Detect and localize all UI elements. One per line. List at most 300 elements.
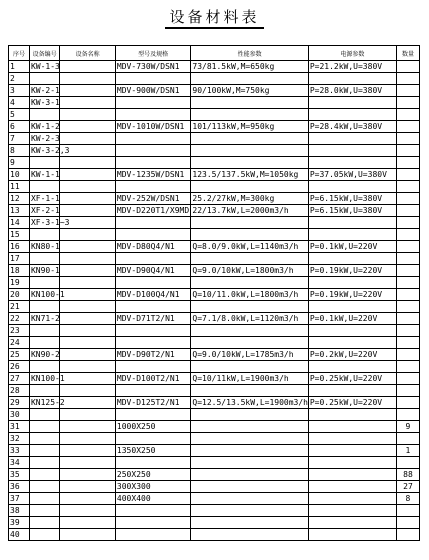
cell-model: MDV-D90Q4/N1 (115, 265, 190, 277)
cell-name (60, 385, 116, 397)
cell-code (29, 517, 59, 529)
cell-performance: Q=7.1/8.0kW,L=1120m3/h (191, 313, 308, 325)
cell-no: 1 (9, 61, 30, 73)
cell-performance (191, 481, 308, 493)
cell-model (115, 253, 190, 265)
cell-power (308, 109, 396, 121)
table-row (9, 241, 420, 253)
cell-code (29, 457, 59, 469)
cell-code (29, 385, 59, 397)
cell-code (29, 469, 59, 481)
cell-model (115, 217, 190, 229)
cell-qty (396, 265, 419, 277)
cell-name (60, 121, 116, 133)
header-power: 电源参数 (308, 46, 396, 61)
table-row (9, 373, 420, 385)
cell-code: XF-3-1~3 (30, 218, 70, 227)
table-row (9, 145, 420, 157)
cell-power: P=0.2kW,U=220V (308, 349, 396, 361)
cell-power: P=0.1kW,U=220V (308, 241, 396, 253)
cell-no: 37 (9, 493, 30, 505)
cell-performance (191, 385, 308, 397)
cell-performance (191, 409, 308, 421)
cell-model: MDV-1010W/DSN1 (115, 121, 190, 133)
cell-performance (191, 277, 308, 289)
cell-no: 38 (9, 505, 30, 517)
cell-qty (396, 277, 419, 289)
cell-qty (396, 157, 419, 169)
cell-power: P=21.2kW,U=380V (308, 61, 396, 73)
cell-qty: 27 (396, 481, 419, 493)
table-row (9, 73, 420, 85)
cell-power (308, 385, 396, 397)
cell-code (29, 181, 59, 193)
header-performance: 性能参数 (191, 46, 308, 61)
cell-model: MDV-D220T1/X9MD (116, 206, 190, 215)
cell-qty (396, 385, 419, 397)
table-row (9, 445, 420, 457)
cell-code: KN100-1 (30, 290, 65, 299)
cell-model: MDV-730W/DSN1 (115, 61, 190, 73)
cell-name (60, 517, 116, 529)
cell-no: 33 (9, 445, 30, 457)
table-row (9, 421, 420, 433)
cell-performance (191, 181, 308, 193)
cell-performance: 25.2/27kW,M=300kg (191, 193, 308, 205)
page-title (0, 6, 429, 27)
cell-model (115, 529, 190, 541)
cell-code (29, 409, 59, 421)
cell-no: 3 (9, 85, 30, 97)
cell-power (308, 529, 396, 541)
cell-name (60, 505, 116, 517)
cell-power (308, 445, 396, 457)
cell-code: KW-3-2,3 (30, 146, 70, 155)
cell-performance: 123.5/137.5kW,M=1050kg (191, 169, 308, 181)
cell-code (29, 481, 59, 493)
cell-no: 40 (9, 529, 30, 541)
cell-name (60, 157, 116, 169)
cell-code: KW-1-3 (30, 62, 60, 71)
cell-power (308, 337, 396, 349)
cell-performance (191, 229, 308, 241)
cell-power (308, 181, 396, 193)
table-row (9, 469, 420, 481)
cell-model: 250X250 (115, 469, 190, 481)
cell-qty: 1 (396, 445, 419, 457)
cell-no: 16 (9, 241, 30, 253)
cell-qty (396, 409, 419, 421)
cell-qty (396, 373, 419, 385)
cell-model (115, 337, 190, 349)
header-model: 型号及规格 (115, 46, 190, 61)
cell-qty (396, 73, 419, 85)
cell-no: 21 (9, 301, 30, 313)
cell-qty (396, 433, 419, 445)
table-row (9, 157, 420, 169)
cell-model (115, 433, 190, 445)
cell-name (60, 97, 116, 109)
cell-name (60, 349, 116, 361)
cell-power (308, 517, 396, 529)
table-row (9, 229, 420, 241)
cell-performance (191, 217, 308, 229)
cell-no: 10 (9, 169, 30, 181)
cell-name (60, 529, 116, 541)
cell-qty (396, 289, 419, 301)
cell-qty (396, 301, 419, 313)
cell-no: 31 (9, 421, 30, 433)
table-row (9, 493, 420, 505)
cell-qty (396, 145, 419, 157)
cell-power (308, 217, 396, 229)
cell-model: MDV-D80Q4/N1 (115, 241, 190, 253)
cell-model (115, 109, 190, 121)
cell-no: 32 (9, 433, 30, 445)
cell-code: KN125-2 (30, 398, 65, 407)
cell-power (308, 481, 396, 493)
cell-code: KN90-2 (30, 350, 60, 359)
cell-qty (396, 505, 419, 517)
cell-power (308, 361, 396, 373)
cell-name (60, 193, 116, 205)
header-code: 设备编号 (29, 46, 59, 61)
cell-qty: 88 (396, 469, 419, 481)
cell-qty (396, 85, 419, 97)
cell-performance: Q=12.5/13.5kW,L=1900m3/h (192, 398, 308, 407)
cell-performance: Q=10/11.0kW,L=1800m3/h (191, 289, 308, 301)
table-row (9, 61, 420, 73)
cell-name (60, 61, 116, 73)
cell-no: 34 (9, 457, 30, 469)
cell-code: XF-2-1 (30, 206, 60, 215)
cell-name (60, 169, 116, 181)
cell-model: MDV-900W/DSN1 (115, 85, 190, 97)
table-header-row (9, 46, 420, 61)
cell-qty (396, 97, 419, 109)
cell-model: 1000X250 (115, 421, 190, 433)
cell-model: MDV-D100T2/N1 (115, 373, 190, 385)
cell-name (60, 493, 116, 505)
header-qty: 数量 (396, 46, 419, 61)
table-row (9, 517, 420, 529)
cell-code (29, 229, 59, 241)
table-row (9, 133, 420, 145)
cell-qty (396, 121, 419, 133)
cell-performance: Q=8.0/9.0kW,L=1140m3/h (191, 241, 308, 253)
cell-no: 13 (9, 205, 30, 217)
cell-name (60, 109, 116, 121)
table-row (9, 325, 420, 337)
cell-power: P=28.4kW,U=380V (308, 121, 396, 133)
cell-no: 27 (9, 373, 30, 385)
cell-model (115, 277, 190, 289)
cell-qty (396, 133, 419, 145)
table-row (9, 409, 420, 421)
table-row (9, 97, 420, 109)
table-row (9, 121, 420, 133)
cell-name (60, 181, 116, 193)
cell-no: 26 (9, 361, 30, 373)
cell-name (60, 301, 116, 313)
cell-performance: Q=10/11kW,L=1900m3/h (191, 373, 308, 385)
table-row (9, 397, 420, 409)
cell-performance (191, 517, 308, 529)
cell-power (308, 301, 396, 313)
cell-power (308, 229, 396, 241)
cell-code (29, 301, 59, 313)
cell-qty (396, 325, 419, 337)
cell-no: 15 (9, 229, 30, 241)
cell-performance (191, 445, 308, 457)
cell-code (29, 505, 59, 517)
cell-name (60, 409, 116, 421)
cell-code (29, 73, 59, 85)
cell-no: 18 (9, 265, 30, 277)
cell-no: 9 (9, 157, 30, 169)
header-name: 设备名称 (60, 46, 116, 61)
cell-model (115, 97, 190, 109)
cell-power: P=6.15kW,U=380V (308, 205, 396, 217)
cell-name (60, 361, 116, 373)
cell-model (115, 409, 190, 421)
table-row (9, 193, 420, 205)
cell-performance (191, 253, 308, 265)
cell-qty (396, 397, 419, 409)
cell-model: 400X400 (115, 493, 190, 505)
cell-power (308, 97, 396, 109)
cell-performance (191, 433, 308, 445)
cell-name (60, 85, 116, 97)
cell-no: 23 (9, 325, 30, 337)
table-row (9, 349, 420, 361)
cell-model: MDV-252W/DSN1 (115, 193, 190, 205)
cell-qty (396, 109, 419, 121)
cell-qty (396, 217, 419, 229)
cell-code (29, 433, 59, 445)
cell-power (308, 73, 396, 85)
cell-performance (191, 361, 308, 373)
cell-name (60, 337, 116, 349)
cell-name (60, 445, 116, 457)
cell-qty (396, 457, 419, 469)
cell-performance: 22/13.7kW,L=2000m3/h (191, 205, 308, 217)
cell-no: 30 (9, 409, 30, 421)
table-row (9, 277, 420, 289)
cell-name (60, 313, 116, 325)
cell-performance (191, 457, 308, 469)
cell-qty (396, 241, 419, 253)
table-row (9, 265, 420, 277)
table-row (9, 481, 420, 493)
cell-no: 35 (9, 469, 30, 481)
cell-model (115, 133, 190, 145)
cell-code: KN90-1 (30, 266, 60, 275)
cell-name (60, 433, 116, 445)
cell-code: KW-2-3 (30, 134, 60, 143)
cell-no: 7 (9, 133, 30, 145)
cell-no: 22 (9, 313, 30, 325)
cell-name (60, 253, 116, 265)
cell-name (60, 277, 116, 289)
cell-qty: 8 (396, 493, 419, 505)
cell-qty (396, 61, 419, 73)
cell-qty (396, 181, 419, 193)
cell-power (308, 253, 396, 265)
cell-no: 2 (9, 73, 30, 85)
table-row (9, 217, 420, 229)
header-no: 序号 (9, 46, 30, 61)
cell-power: P=0.25kW,U=220V (308, 397, 396, 409)
cell-code (29, 337, 59, 349)
cell-performance (191, 529, 308, 541)
cell-power: P=0.1kW,U=220V (308, 313, 396, 325)
cell-model: MDV-1235W/DSN1 (115, 169, 190, 181)
cell-qty (396, 169, 419, 181)
cell-name (60, 289, 116, 301)
cell-code (29, 253, 59, 265)
cell-qty (396, 205, 419, 217)
cell-model (115, 325, 190, 337)
cell-code: KW-3-1 (30, 98, 60, 107)
cell-performance (191, 505, 308, 517)
cell-model: MDV-D100Q4/N1 (115, 289, 190, 301)
cell-code (29, 421, 59, 433)
cell-power (308, 277, 396, 289)
cell-performance (191, 157, 308, 169)
cell-name (60, 481, 116, 493)
cell-code (29, 277, 59, 289)
cell-model (115, 73, 190, 85)
cell-no: 24 (9, 337, 30, 349)
cell-no: 36 (9, 481, 30, 493)
table-row (9, 505, 420, 517)
cell-performance (191, 97, 308, 109)
cell-no: 5 (9, 109, 30, 121)
cell-model (115, 229, 190, 241)
cell-name (60, 73, 116, 85)
cell-power: P=6.15kW,U=380V (308, 193, 396, 205)
cell-code: KN71-2 (30, 314, 60, 323)
table-row (9, 109, 420, 121)
cell-qty (396, 313, 419, 325)
cell-code: KW-1-2 (30, 122, 60, 131)
cell-performance: 101/113kW,M=950kg (191, 121, 308, 133)
table-row (9, 361, 420, 373)
cell-model (115, 517, 190, 529)
cell-name (60, 421, 116, 433)
cell-name (60, 397, 116, 409)
cell-code: XF-1-1 (30, 194, 60, 203)
cell-qty (396, 193, 419, 205)
cell-code (29, 109, 59, 121)
cell-no: 6 (9, 121, 30, 133)
cell-performance (191, 145, 308, 157)
cell-code: KW-1-1 (30, 170, 60, 179)
table-row (9, 85, 420, 97)
cell-no: 20 (9, 289, 30, 301)
cell-no: 8 (9, 145, 30, 157)
table-row (9, 289, 420, 301)
cell-power: P=37.05kW,U=380V (308, 169, 396, 181)
cell-no: 11 (9, 181, 30, 193)
cell-performance: 73/81.5kW,M=650kg (191, 61, 308, 73)
table-row (9, 181, 420, 193)
table-row (9, 457, 420, 469)
table-row (9, 313, 420, 325)
cell-model (115, 145, 190, 157)
cell-no: 25 (9, 349, 30, 361)
cell-power (308, 493, 396, 505)
cell-power: P=0.19kW,U=220V (308, 289, 396, 301)
cell-power: P=0.19kW,U=220V (308, 265, 396, 277)
cell-qty (396, 529, 419, 541)
cell-name (60, 325, 116, 337)
cell-performance (191, 469, 308, 481)
cell-power (308, 325, 396, 337)
cell-model (115, 157, 190, 169)
cell-performance: Q=9.0/10kW,L=1800m3/h (191, 265, 308, 277)
cell-model (115, 385, 190, 397)
cell-power (308, 157, 396, 169)
cell-power (308, 433, 396, 445)
cell-code (29, 157, 59, 169)
cell-model (115, 361, 190, 373)
table-body (9, 61, 420, 541)
cell-code: KN80-1 (30, 242, 60, 251)
cell-performance (191, 73, 308, 85)
table-row (9, 301, 420, 313)
table-row (9, 253, 420, 265)
cell-no: 39 (9, 517, 30, 529)
cell-power (308, 421, 396, 433)
cell-power (308, 133, 396, 145)
cell-performance: 90/100kW,M=750kg (191, 85, 308, 97)
cell-qty (396, 229, 419, 241)
cell-no: 29 (9, 397, 30, 409)
table-row (9, 385, 420, 397)
cell-power (308, 469, 396, 481)
cell-performance (191, 337, 308, 349)
cell-model: 1350X250 (115, 445, 190, 457)
cell-name (60, 265, 116, 277)
cell-performance: Q=9.0/10kW,L=1785m3/h (191, 349, 308, 361)
cell-code: KW-2-1 (30, 86, 60, 95)
cell-no: 4 (9, 97, 30, 109)
cell-no: 17 (9, 253, 30, 265)
cell-qty (396, 349, 419, 361)
table-row (9, 433, 420, 445)
cell-qty (396, 337, 419, 349)
cell-qty (396, 517, 419, 529)
cell-model (115, 301, 190, 313)
cell-code (29, 325, 59, 337)
cell-model (115, 505, 190, 517)
cell-name (60, 241, 116, 253)
page-title-text: 设备材料表 (165, 8, 263, 29)
cell-performance (191, 301, 308, 313)
cell-code (29, 445, 59, 457)
table-row (9, 205, 420, 217)
cell-performance (191, 421, 308, 433)
cell-performance (191, 133, 308, 145)
cell-performance (191, 325, 308, 337)
cell-model: MDV-D125T2/N1 (115, 397, 190, 409)
cell-code: KN100-1 (30, 374, 65, 383)
cell-power (308, 505, 396, 517)
cell-performance (191, 493, 308, 505)
cell-no: 14 (9, 217, 30, 229)
